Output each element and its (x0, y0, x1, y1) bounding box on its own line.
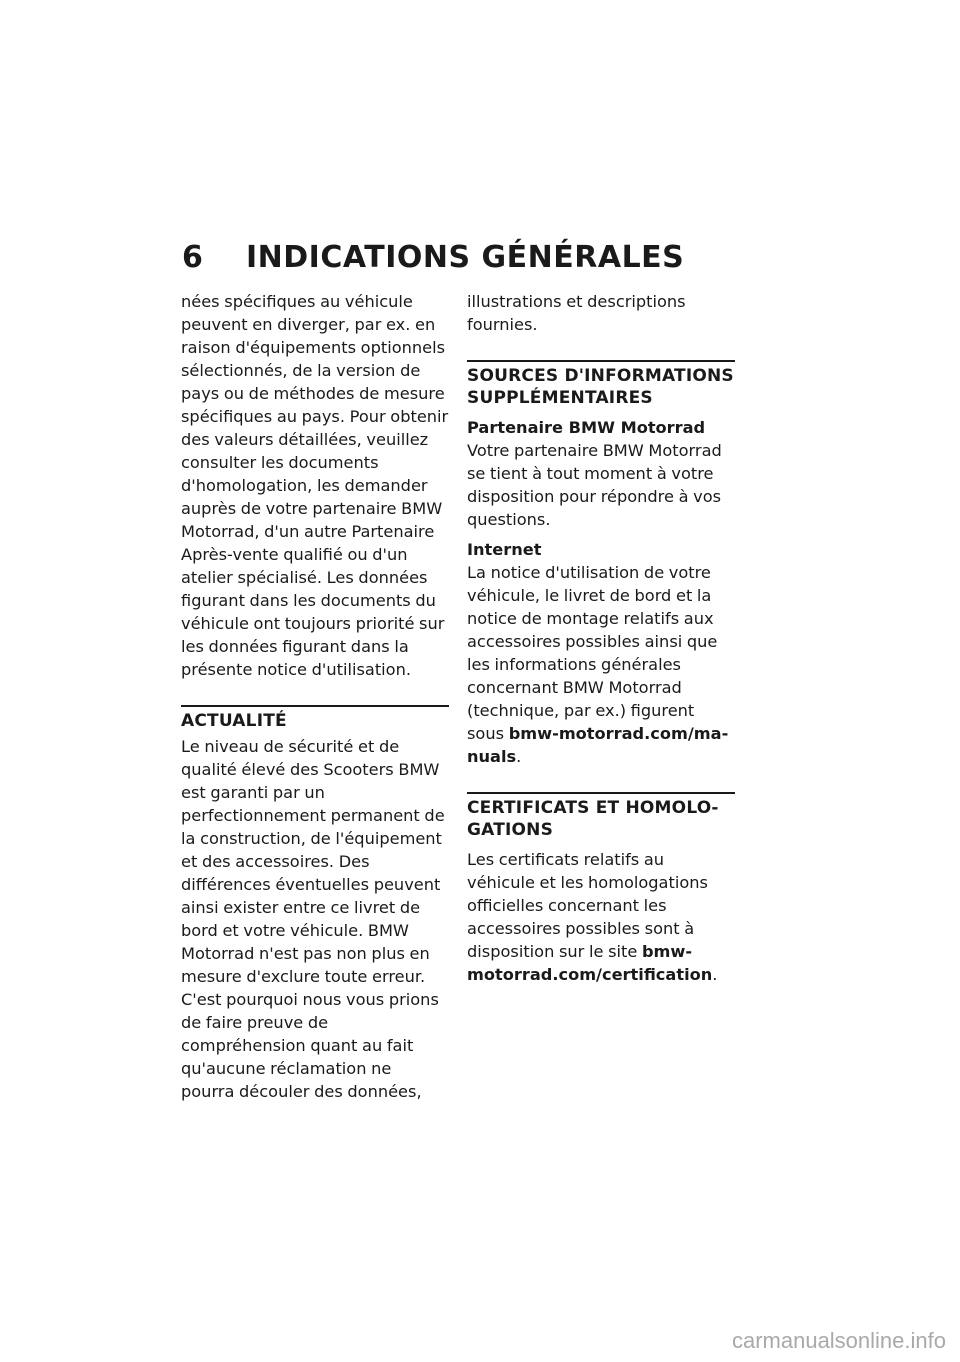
section-divider-actualite (181, 705, 449, 707)
certification-link[interactable]: bmw-motorrad.com/certification (467, 942, 713, 984)
chapter-title: INDICATIONS GÉNÉRALES (246, 240, 685, 275)
watermark: carmanualsonline.info (731, 1328, 946, 1353)
right-continuation-text: illustrations et descriptions fournies. (467, 292, 686, 334)
subheading-internet: Internet (467, 540, 542, 559)
subheading-partner: Partenaire BMW Motorrad (467, 418, 706, 437)
certificats-body (467, 848, 735, 986)
chapter-number: 6 (182, 240, 204, 275)
right-column (467, 290, 735, 986)
left-continuation-text: nées spécifiques au véhicule peuvent en diverger, par ex. en raison d'équipements optionnels sélectionnés, de la version de pays ou de méthodes de mesure spécifiques au pays. Pour obtenir des valeurs détaillées, veuillez consulter les documents d'homologation, les demander auprès de votre partenaire BMW Motorrad, d'un autre Partenaire Après-vente qualifié ou d'un atelier spécialisé. Les données figurant dans les documents du véhicule ont toujours priorité sur les données figurant dans la présente notice d'utilisation. (181, 292, 449, 679)
section-heading-sources: SOURCES D'INFORMATIONS SUPPLÉMENTAIRES (467, 366, 734, 408)
manuals-link[interactable]: bmw-motorrad.com/manuals (467, 724, 729, 766)
section-heading-certificats: CERTIFICATS ET HOMOLOGATIONS (467, 798, 719, 840)
section-divider-certificats (467, 792, 735, 794)
certificats-body-end: . (712, 965, 718, 984)
internet-body-text: La notice d'utilisation de votre véhicule, le livret de bord et la notice de montage relatifs aux accessoires possibles ainsi que les informations générales concernant BMW Motorrad (technique, par ex.) figurent sous (467, 563, 718, 743)
left-column (181, 290, 449, 1103)
section-divider-sources (467, 360, 735, 362)
partner-body: Votre partenaire BMW Motorrad se tient à tout moment à votre disposition pour répondre à vos questions. (467, 441, 722, 529)
section-heading-actualite: ACTUALITÉ (181, 711, 287, 731)
certificats-body-text: Les certificats relatifs au véhicule et les homologations officielles concernant les accessoires possibles sont à disposition sur le site (467, 850, 708, 961)
page-title (182, 240, 684, 275)
internet-body-end: . (516, 747, 522, 766)
internet-body (467, 561, 735, 768)
section-body-actualite: Le niveau de sécurité et de qualité élevé des Scooters BMW est garanti par un perfectionnement permanent de la construction, de l'équipement et des accessoires. Des différences éventuelles peuvent ainsi exister entre ce livret de bord et votre véhicule. BMW Motorrad n'est pas non plus en mesure d'exclure toute erreur. C'est pourquoi nous vous prions de faire preuve de compréhension quant au fait qu'aucune réclamation ne pourra découler des données, (181, 737, 445, 1101)
